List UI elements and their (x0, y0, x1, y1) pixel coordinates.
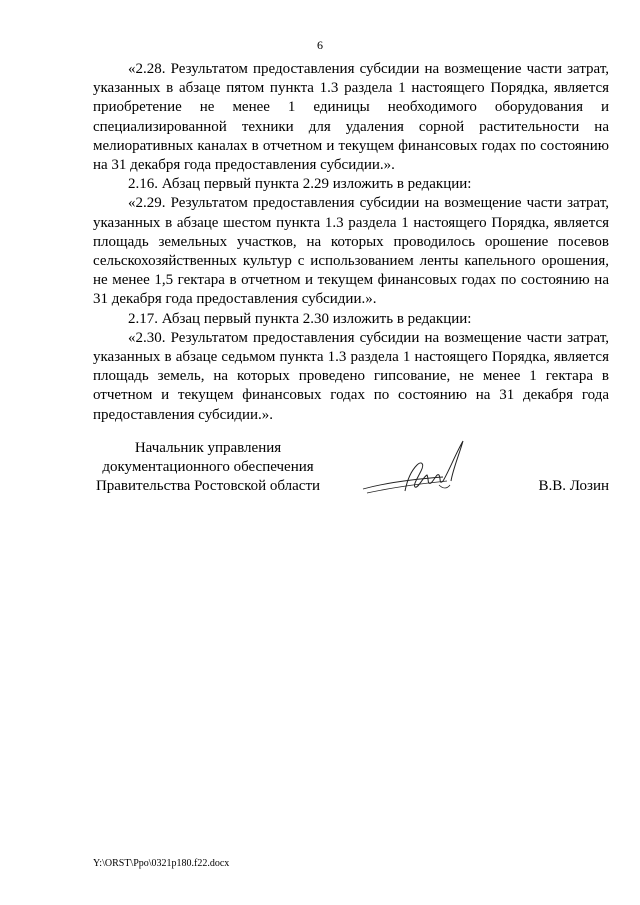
paragraph-amendment-2-17: 2.17. Абзац первый пункта 2.30 изложить в редакции: (128, 310, 472, 327)
file-path-footer: Y:\ORST\Ppo\0321p180.f22.docx (93, 858, 230, 869)
handwritten-signature (355, 433, 475, 503)
signatory-title-line: Начальник управления (134, 440, 282, 456)
signature-block (93, 439, 609, 509)
paragraph-2-30: «2.30. Результатом предоставления субсидии на возмещение части затрат, указанных в абзаце седьмом пункта 1.3 раздела 1 настоящего Порядка, является площадь земель, на которых проведено гипсование, не менее 1 гектара в отчетном и текущем финансовых годах по состоянию на 31 декабря года предоставления субсидии.». (93, 329, 609, 423)
paragraph-2-28: «2.28. Результатом предоставления субсидии на возмещение части затрат, указанных в абзаце пятом пункта 1.3 раздела 1 настоящего Порядка, является приобретение не менее 1 единицы необходимого оборудования и специализированной техники для удаления сорной растительности на мелиоративных каналах в отчетном и текущем финансовых годах по состоянию на 31 декабря года предоставления субсидии.». (93, 61, 609, 174)
signatory-title (93, 439, 323, 497)
signatory-title-line: документационного обеспечения (102, 459, 314, 476)
signatory-title-line: Правительства Ростовской области (95, 478, 321, 495)
paragraph-2-29: «2.29. Результатом предоставления субсидии на возмещение части затрат, указанных в абзаце шестом пункта 1.3 раздела 1 настоящего Порядка, является площадь земельных участков, на которых проводилось орошение посевов сельскохозяйственных культур с использованием ленты капельного орошения, не менее 1,5 гектара в отчетном и текущем финансовых годах по состоянию на 31 декабря года предоставления субсидии.». (93, 195, 609, 308)
signatory-name: В.В. Лозин (538, 478, 609, 494)
paragraph-amendment-2-16: 2.16. Абзац первый пункта 2.29 изложить в редакции: (128, 176, 472, 193)
page-number: 6 (317, 38, 323, 52)
document-body (93, 60, 609, 425)
